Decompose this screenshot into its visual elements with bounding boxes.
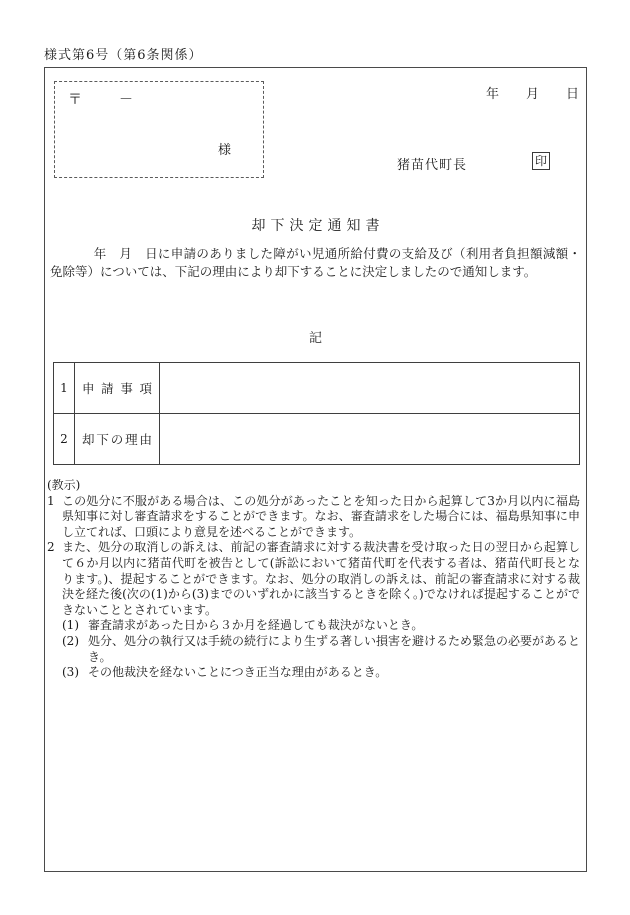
ki-heading: 記 bbox=[308, 331, 322, 346]
postal-code-line bbox=[68, 89, 133, 109]
row-label-text: 却下の理由 bbox=[82, 432, 152, 447]
subitem-number: (1) bbox=[62, 618, 79, 633]
row-number: 1 bbox=[54, 363, 75, 413]
row-label-text: 申請事項 bbox=[82, 381, 152, 396]
rejection-reason-field bbox=[160, 414, 579, 464]
subitem-number: (3) bbox=[62, 665, 79, 680]
note-text: また、処分の取消しの訴えは、前記の審査請求に対する裁決書を受け取った日の翌日から起算して６か月以内に猪苗代町を被告として(訴訟において猪苗代町を代表する者は、猪苗代町長となります。)、提起することができます。なお、処分の取消しの訴えは、前記の審査請求に対する裁決を経た後(次の(1)から(3)までのいずれかに該当するときを除く。)でなければ提起することができないこととされています。 bbox=[62, 540, 580, 617]
note-item bbox=[47, 540, 580, 618]
official-seal-mark: 印 bbox=[532, 152, 550, 170]
issue-date-line bbox=[486, 83, 579, 102]
detail-table bbox=[53, 362, 580, 465]
notification-body: 年 月 日に申請のありました障がい児通所給付費の支給及び（利用者負担額減額・免除等）については、下記の理由により却下することに決定しましたので通知します。 bbox=[50, 246, 581, 279]
table-row bbox=[54, 413, 579, 464]
issuer-title: 猪苗代町長 bbox=[397, 158, 468, 173]
document-frame bbox=[44, 67, 587, 872]
subitem-text: 処分、処分の執行又は手続の続行により生ずる著しい損害を避けるため緊急の必要があるとき。 bbox=[88, 633, 581, 664]
postal-code-dash: － bbox=[119, 92, 133, 108]
notes-heading: (教示) bbox=[47, 478, 81, 492]
recipient-honorific: 様 bbox=[218, 143, 232, 158]
year-label: 年 bbox=[486, 87, 500, 102]
note-number: 2 bbox=[47, 540, 55, 555]
note-subitem bbox=[62, 618, 580, 634]
note-text: この処分に不服がある場合は、この処分があったことを知った日から起算して3か月以内に福島県知事に対し審査請求をすることができます。なお、審査請求をした場合には、福島県知事に申し立てれば、口頭により意見を述べることができます。 bbox=[62, 493, 580, 539]
note-number: 1 bbox=[47, 493, 55, 508]
row-label bbox=[75, 414, 160, 464]
note-item bbox=[47, 494, 580, 541]
subitem-number: (2) bbox=[62, 633, 79, 648]
note-subitem bbox=[62, 634, 580, 665]
subitem-text: 審査請求があった日から３か月を経過しても裁決がないとき。 bbox=[88, 618, 424, 633]
month-label: 月 bbox=[526, 87, 540, 102]
note-subitem bbox=[62, 665, 580, 681]
recipient-address-box bbox=[54, 81, 264, 178]
document-title: 却下決定通知書 bbox=[251, 218, 385, 234]
row-number: 2 bbox=[54, 414, 75, 464]
application-details-field bbox=[160, 363, 579, 413]
table-row bbox=[54, 363, 579, 413]
legal-notes-section bbox=[47, 478, 580, 681]
form-number-label: 様式第6号（第6条関係） bbox=[44, 48, 203, 63]
subitem-text: その他裁決を経ないことにつき正当な理由があるとき。 bbox=[88, 665, 388, 680]
day-label: 日 bbox=[566, 87, 580, 102]
postal-mark: 〒 bbox=[68, 92, 82, 108]
row-label bbox=[75, 363, 160, 413]
